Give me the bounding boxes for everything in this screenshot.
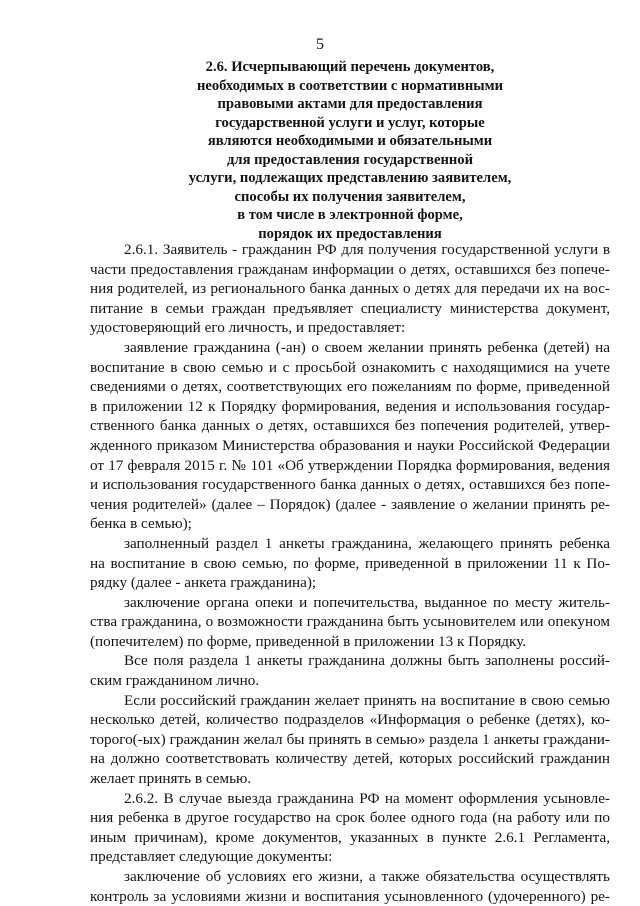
heading-line: необходимых в соответствии с нормативными — [197, 77, 503, 94]
paragraph-line: 2.6.1. Заявитель - гражданин РФ для получения государственной услуги в — [124, 241, 610, 258]
paragraph-line: рядку (далее - анкета гражданина); — [90, 574, 317, 592]
heading-line: являются необходимыми и обязательными — [207, 133, 493, 149]
paragraph-line: (попечителем) по форме, приведенной в приложении 13 к Порядку. — [90, 632, 527, 650]
paragraph-line: воспитание в свою семью и с просьбой ознакомить с находящимися на учете — [90, 358, 610, 376]
paragraph — [90, 651, 610, 690]
paragraph — [90, 534, 610, 593]
paragraph-line: иным причинам), кроме документов, указанных в пункте 2.6.1 Регламента, — [90, 828, 610, 846]
paragraph-line: несколько детей, количество подразделов «Информация о ребенке (детях), ко- — [90, 711, 610, 729]
paragraph-line: ния ребенка в другое государство на срок более одного года (на работу или по — [90, 809, 610, 827]
paragraph-line: на должно соответствовать количеству детей, которых российский гражданин — [90, 750, 610, 768]
paragraph-line: бенка в семью); — [90, 515, 192, 533]
heading-line: правовыми актами для предоставления — [217, 96, 483, 112]
paragraph — [90, 338, 610, 534]
paragraph-line: заполненный раздел 1 анкеты гражданина, желающего принять ребенка — [124, 534, 610, 552]
paragraph-line: ственного банка данных о детях, оставшихся без попечения родителей, утвер- — [90, 417, 610, 435]
paragraph-line: Все поля раздела 1 анкеты гражданина должны быть заполнены россий- — [124, 652, 610, 670]
heading-line: 2.6. Исчерпывающий перечень документов, — [205, 59, 495, 75]
paragraph-line: ния родителей, из регионального банка данных о детях для передачи их на вос- — [90, 280, 610, 298]
paragraph — [90, 593, 610, 652]
paragraph-line: торого(-ых) гражданин желал бы принять в семью» раздела 1 анкеты граждани- — [90, 730, 610, 748]
paragraph-line: представляет следующие документы: — [90, 848, 333, 866]
heading-line: в том числе в электронной форме, — [237, 207, 463, 223]
section-heading — [140, 58, 560, 243]
heading-line: услуги, подлежащих представлению заявителем, — [188, 170, 512, 186]
paragraph-line: жденного приказом Министерства образования и науки Российской Федерации — [90, 436, 610, 454]
paragraph-line: удостоверяющий его личность, и предоставляет: — [90, 319, 406, 337]
paragraph-line: от 17 февраля 2015 г. № 101 «Об утверждении Порядка формирования, ведения — [90, 456, 610, 474]
paragraph-line: заключение об условиях его жизни, а также обязательства осуществлять — [124, 868, 610, 885]
paragraph-line: питание в семьи граждан предъявляет специалисту министерства документ, — [90, 299, 610, 317]
heading-line: способы их получения заявителем, — [234, 188, 466, 205]
paragraph-line: части предоставления гражданам информации о детях, оставшихся без попече- — [90, 260, 610, 278]
paragraph-line: Если российский гражданин желает принять на воспитание в свою семью — [124, 691, 610, 709]
paragraph-line: сведениями о детях, соответствующих его пожеланиям по форме, приведенной — [90, 378, 610, 396]
document-body — [90, 240, 610, 906]
paragraph-line: на воспитание в свою семью, по форме, приведенной в приложении 11 к По- — [90, 554, 610, 572]
paragraph-line: и использования государственного банка данных о детях, оставшихся без попе- — [90, 476, 610, 494]
paragraph — [90, 789, 610, 867]
paragraph-line: желает принять в семью. — [90, 770, 252, 788]
paragraph — [90, 691, 610, 789]
heading-line: государственной услуги и услуг, которые — [215, 114, 485, 131]
paragraph-line: чения родителей» (далее – Порядок) (далее - заявление о желании принять ре- — [90, 495, 610, 513]
heading-line: для предоставления государственной — [227, 151, 473, 168]
paragraph-line: 2.6.2. В случае выезда гражданина РФ на момент оформления усыновле- — [124, 789, 610, 807]
paragraph — [90, 867, 610, 906]
paragraph-line: в приложении 12 к Порядку формирования, ведения и использования государ- — [90, 397, 610, 415]
paragraph-line: заключение органа опеки и попечительства, выданное по месту житель- — [124, 593, 610, 611]
heading-line: порядок их предоставления — [258, 225, 442, 242]
paragraph-line: контроль за условиями жизни и воспитания усыновленного (удочеренного) ре- — [90, 887, 610, 905]
paragraph-line: заявление гражданина (-ан) о своем желании принять ребенка (детей) на — [124, 338, 610, 356]
page-number: 5 — [316, 36, 324, 53]
paragraph — [90, 240, 610, 338]
paragraph-line: ства гражданина, о возможности гражданина быть усыновителем или опекуном — [90, 613, 610, 631]
paragraph-line: ским гражданином лично. — [90, 672, 260, 690]
